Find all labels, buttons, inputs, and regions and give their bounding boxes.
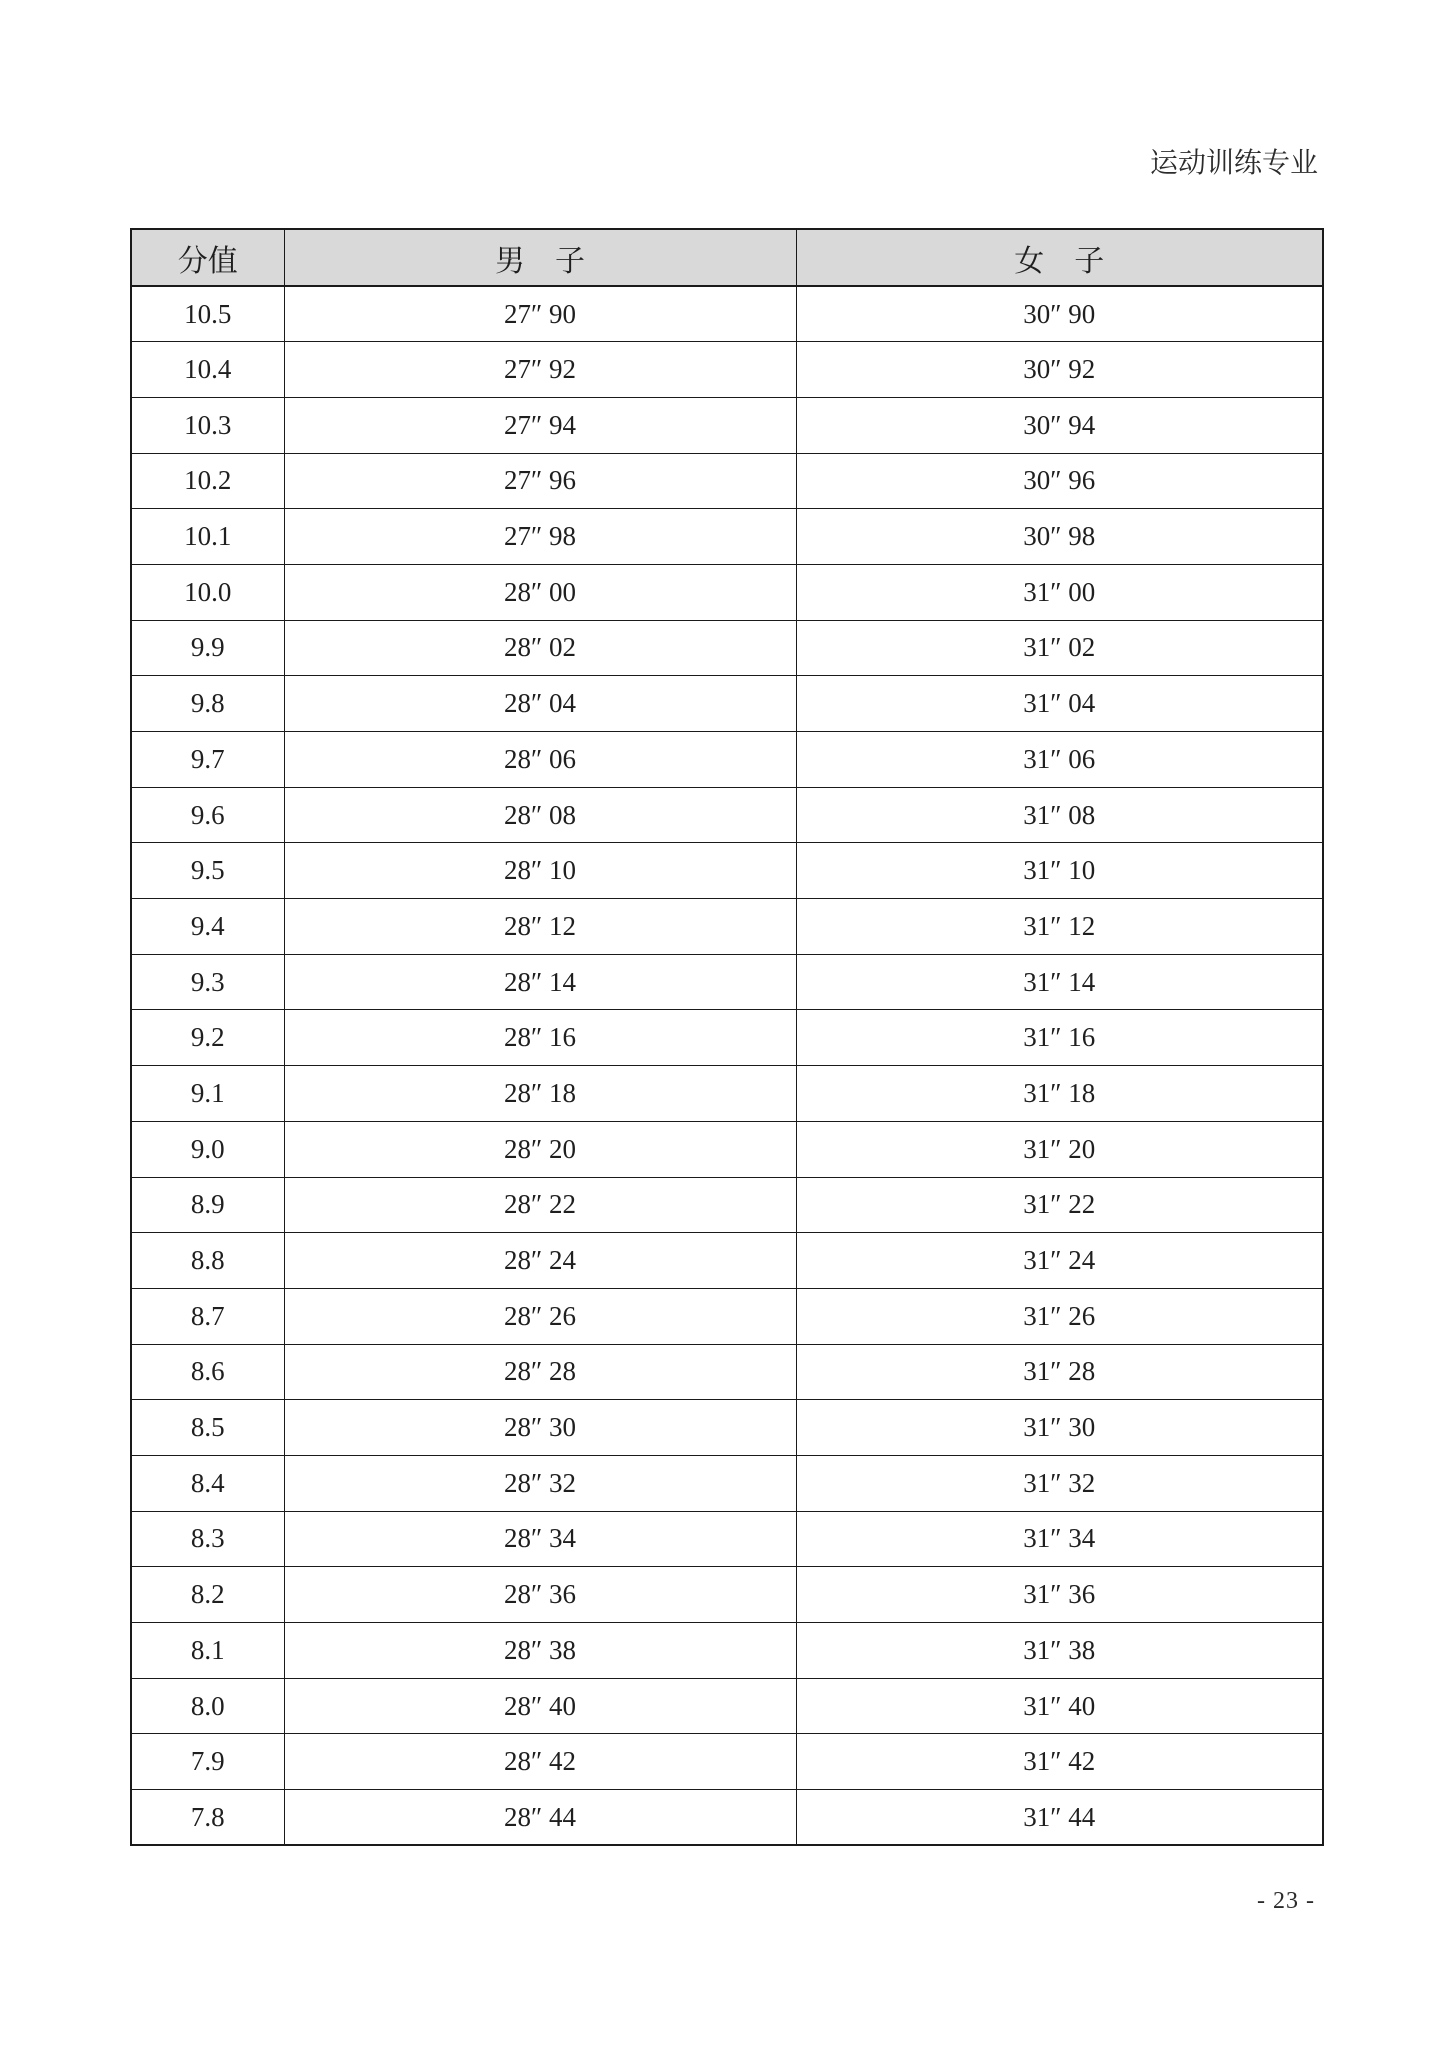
table-row — [131, 1511, 1323, 1567]
cell-score: 8.9 — [131, 1177, 284, 1233]
cell-female: 31″ 08 — [796, 787, 1323, 843]
table-row — [131, 620, 1323, 676]
table-row — [131, 453, 1323, 509]
cell-female: 31″ 44 — [796, 1790, 1323, 1846]
cell-score: 9.2 — [131, 1010, 284, 1066]
table-row — [131, 1121, 1323, 1177]
cell-female: 30″ 92 — [796, 342, 1323, 398]
cell-score: 8.5 — [131, 1400, 284, 1456]
table-row — [131, 1623, 1323, 1679]
cell-male: 28″ 22 — [284, 1177, 796, 1233]
table-row — [131, 899, 1323, 955]
cell-score: 9.9 — [131, 620, 284, 676]
doc-header-title: 运动训练专业 — [1149, 148, 1318, 179]
col-header-male: 男 子 — [284, 229, 796, 286]
table-row — [131, 397, 1323, 453]
cell-score: 8.7 — [131, 1288, 284, 1344]
cell-female: 31″ 18 — [796, 1066, 1323, 1122]
cell-female: 30″ 94 — [796, 397, 1323, 453]
table-row — [131, 1344, 1323, 1400]
table-row — [131, 342, 1323, 398]
cell-score: 9.0 — [131, 1121, 284, 1177]
cell-male: 28″ 00 — [284, 564, 796, 620]
cell-female: 31″ 38 — [796, 1623, 1323, 1679]
col-header-female: 女 子 — [796, 229, 1323, 286]
cell-male: 28″ 24 — [284, 1233, 796, 1289]
table-row — [131, 1177, 1323, 1233]
header-row — [131, 229, 1323, 286]
cell-score: 7.9 — [131, 1734, 284, 1790]
cell-score: 9.6 — [131, 787, 284, 843]
table-row — [131, 509, 1323, 565]
cell-score: 10.5 — [131, 286, 284, 342]
cell-female: 30″ 98 — [796, 509, 1323, 565]
table-row — [131, 1066, 1323, 1122]
cell-female: 31″ 04 — [796, 676, 1323, 732]
cell-male: 28″ 30 — [284, 1400, 796, 1456]
cell-score: 8.6 — [131, 1344, 284, 1400]
cell-score: 8.8 — [131, 1233, 284, 1289]
cell-score: 8.4 — [131, 1455, 284, 1511]
cell-male: 28″ 12 — [284, 899, 796, 955]
cell-male: 28″ 40 — [284, 1678, 796, 1734]
table-row — [131, 286, 1323, 342]
cell-score: 10.4 — [131, 342, 284, 398]
cell-male: 28″ 08 — [284, 787, 796, 843]
cell-male: 28″ 42 — [284, 1734, 796, 1790]
cell-female: 31″ 20 — [796, 1121, 1323, 1177]
page-number: - 23 - — [1257, 1888, 1315, 1914]
cell-male: 27″ 94 — [284, 397, 796, 453]
cell-score: 10.0 — [131, 564, 284, 620]
table-row — [131, 1678, 1323, 1734]
cell-male: 28″ 44 — [284, 1790, 796, 1846]
table-row — [131, 1455, 1323, 1511]
cell-female: 31″ 42 — [796, 1734, 1323, 1790]
cell-female: 31″ 30 — [796, 1400, 1323, 1456]
cell-score: 10.1 — [131, 509, 284, 565]
cell-male: 28″ 16 — [284, 1010, 796, 1066]
table-row — [131, 732, 1323, 788]
cell-female: 31″ 40 — [796, 1678, 1323, 1734]
cell-male: 28″ 38 — [284, 1623, 796, 1679]
cell-male: 28″ 18 — [284, 1066, 796, 1122]
cell-male: 27″ 90 — [284, 286, 796, 342]
cell-female: 31″ 36 — [796, 1567, 1323, 1623]
cell-female: 31″ 10 — [796, 843, 1323, 899]
cell-female: 31″ 24 — [796, 1233, 1323, 1289]
cell-score: 8.2 — [131, 1567, 284, 1623]
cell-female: 30″ 90 — [796, 286, 1323, 342]
cell-score: 10.3 — [131, 397, 284, 453]
cell-score: 9.3 — [131, 954, 284, 1010]
cell-female: 30″ 96 — [796, 453, 1323, 509]
table-row — [131, 1734, 1323, 1790]
cell-score: 9.5 — [131, 843, 284, 899]
table-row — [131, 843, 1323, 899]
cell-male: 28″ 28 — [284, 1344, 796, 1400]
cell-male: 27″ 96 — [284, 453, 796, 509]
cell-female: 31″ 32 — [796, 1455, 1323, 1511]
cell-male: 28″ 26 — [284, 1288, 796, 1344]
cell-female: 31″ 16 — [796, 1010, 1323, 1066]
cell-score: 9.4 — [131, 899, 284, 955]
cell-female: 31″ 00 — [796, 564, 1323, 620]
cell-male: 28″ 06 — [284, 732, 796, 788]
cell-male: 28″ 20 — [284, 1121, 796, 1177]
table-row — [131, 1567, 1323, 1623]
score-table — [130, 228, 1324, 1846]
cell-female: 31″ 02 — [796, 620, 1323, 676]
table-row — [131, 787, 1323, 843]
score-table-header — [131, 229, 1323, 286]
cell-male: 27″ 92 — [284, 342, 796, 398]
cell-male: 28″ 32 — [284, 1455, 796, 1511]
cell-score: 9.8 — [131, 676, 284, 732]
cell-score: 7.8 — [131, 1790, 284, 1846]
cell-male: 28″ 14 — [284, 954, 796, 1010]
cell-male: 28″ 36 — [284, 1567, 796, 1623]
score-table-body — [131, 286, 1323, 1845]
cell-female: 31″ 26 — [796, 1288, 1323, 1344]
cell-female: 31″ 34 — [796, 1511, 1323, 1567]
table-row — [131, 564, 1323, 620]
table-row — [131, 1010, 1323, 1066]
cell-male: 28″ 04 — [284, 676, 796, 732]
table-row — [131, 676, 1323, 732]
cell-score: 8.3 — [131, 1511, 284, 1567]
cell-score: 8.0 — [131, 1678, 284, 1734]
table-row — [131, 1233, 1323, 1289]
col-header-score: 分值 — [131, 229, 284, 286]
cell-score: 9.1 — [131, 1066, 284, 1122]
cell-male: 27″ 98 — [284, 509, 796, 565]
cell-female: 31″ 06 — [796, 732, 1323, 788]
cell-score: 9.7 — [131, 732, 284, 788]
table-row — [131, 954, 1323, 1010]
table-row — [131, 1790, 1323, 1846]
cell-female: 31″ 12 — [796, 899, 1323, 955]
cell-female: 31″ 14 — [796, 954, 1323, 1010]
cell-male: 28″ 10 — [284, 843, 796, 899]
cell-female: 31″ 22 — [796, 1177, 1323, 1233]
cell-female: 31″ 28 — [796, 1344, 1323, 1400]
table-row — [131, 1288, 1323, 1344]
cell-male: 28″ 02 — [284, 620, 796, 676]
cell-score: 10.2 — [131, 453, 284, 509]
cell-score: 8.1 — [131, 1623, 284, 1679]
cell-male: 28″ 34 — [284, 1511, 796, 1567]
table-row — [131, 1400, 1323, 1456]
